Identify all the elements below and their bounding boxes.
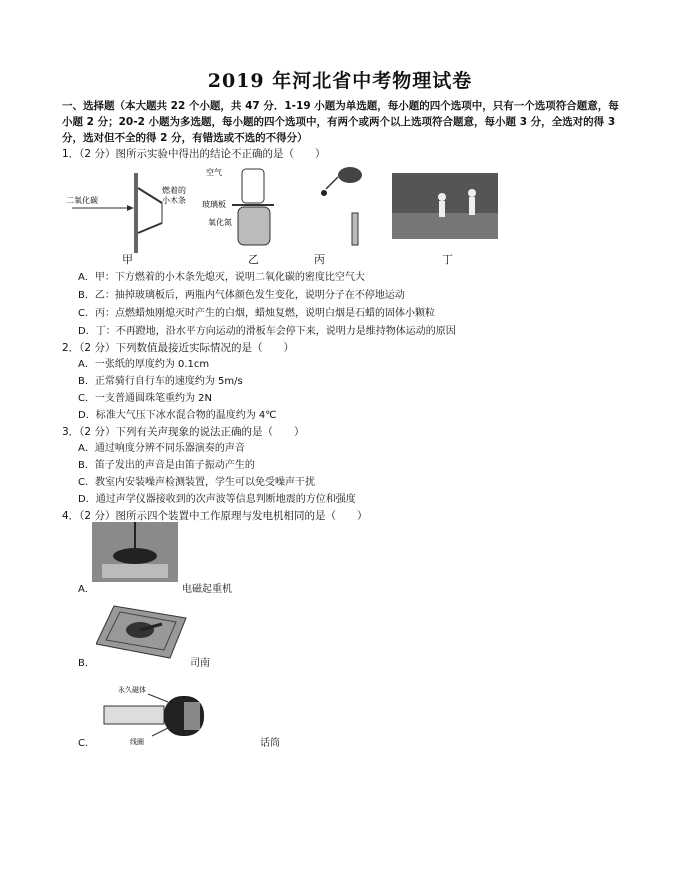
svg-text:燃着的: 燃着的 xyxy=(162,186,186,195)
q2-option-c: C．一支普通圆珠笔重约为 2N xyxy=(78,393,213,404)
page-title: 2019 年河北省中考物理试卷 xyxy=(207,70,473,92)
svg-text:氧化氮: 氧化氮 xyxy=(208,218,232,227)
microphone-image xyxy=(96,684,236,750)
q4-option-a-label: 电磁起重机 xyxy=(182,584,232,595)
q1-option-d: D．丁：不再蹬地，沿水平方向运动的滑板车会停下来，说明力是维持物体运动的原因 xyxy=(78,326,456,337)
figure-jia xyxy=(62,163,212,263)
svg-text:二氧化碳: 二氧化碳 xyxy=(66,196,98,205)
q1-option-b: B．乙：抽掉玻璃板后，两瓶内气体颜色发生变化，说明分子在不停地运动 xyxy=(78,290,405,301)
svg-text:线圈: 线圈 xyxy=(130,738,144,746)
q3-option-d: D．通过声学仪器接收到的次声波等信息判断地震的方位和强度 xyxy=(78,494,356,505)
sinan-image xyxy=(96,600,188,660)
caption-bing: 丙 xyxy=(314,253,325,266)
q3-option-a: A．通过响度分辨不同乐器演奏的声音 xyxy=(78,443,245,454)
question-1-stem: 1．（2 分）图所示实验中得出的结论不正确的是（ ） xyxy=(62,148,326,160)
q1-option-c: C．丙：点燃蜡烛刚熄灭时产生的白烟，蜡烛复燃，说明白烟是石蜡的固体小颗粒 xyxy=(78,308,435,319)
q4-option-c-letter: C． xyxy=(78,738,95,749)
figure-bing xyxy=(312,163,382,263)
q1-option-a: A．甲：下方燃着的小木条先熄灭，说明二氧化碳的密度比空气大 xyxy=(78,272,365,283)
q4-option-b-label: 司南 xyxy=(190,658,210,669)
section-intro: 一、选择题（本大题共 22 个小题，共 47 分．1-19 小题为单选题，每小题的四个选项中，只有一个选项符合题意，每小题 2 分；20-2 小题为多选题，每小题的四个选项中，有两个或两个以上选项符合题意，每小题 3 分，全选对的得 3 分，选对但不全的得 2 分，有错选或不选的不得分） xyxy=(62,100,619,144)
q3-option-c: C．教室内安装噪声检测装置，学生可以免受噪声干扰 xyxy=(78,477,315,488)
q2-option-d: D．标准大气压下冰水混合物的温度约为 4℃ xyxy=(78,410,277,421)
caption-ding: 丁 xyxy=(442,253,453,266)
svg-text:玻璃板: 玻璃板 xyxy=(202,200,226,209)
q4-option-c-label: 话筒 xyxy=(260,738,280,749)
q2-option-b: B．正常骑行自行车的速度约为 5m/s xyxy=(78,376,243,387)
figure-yi xyxy=(202,163,312,263)
caption-jia: 甲 xyxy=(122,253,133,266)
caption-yi: 乙 xyxy=(248,253,259,266)
q3-option-b: B．笛子发出的声音是由笛子振动产生的 xyxy=(78,460,255,471)
q2-option-a: A．一张纸的厚度约为 0.1cm xyxy=(78,359,210,370)
question-1-figures xyxy=(62,163,532,273)
q4-option-b-letter: B． xyxy=(78,658,95,669)
q4-option-a-letter: A． xyxy=(78,584,95,595)
svg-text:空气: 空气 xyxy=(206,168,222,177)
question-2-stem: 2．（2 分）下列数值最接近实际情况的是（ ） xyxy=(62,342,294,354)
question-4-stem: 4．（2 分）图所示四个装置中工作原理与发电机相同的是（ ） xyxy=(62,510,368,522)
question-3-stem: 3．（2 分）下列有关声现象的说法正确的是（ ） xyxy=(62,426,305,438)
svg-text:小木条: 小木条 xyxy=(162,196,186,205)
figure-ding xyxy=(392,173,498,243)
crane-image xyxy=(92,522,178,582)
svg-text:永久磁体: 永久磁体 xyxy=(118,686,146,694)
